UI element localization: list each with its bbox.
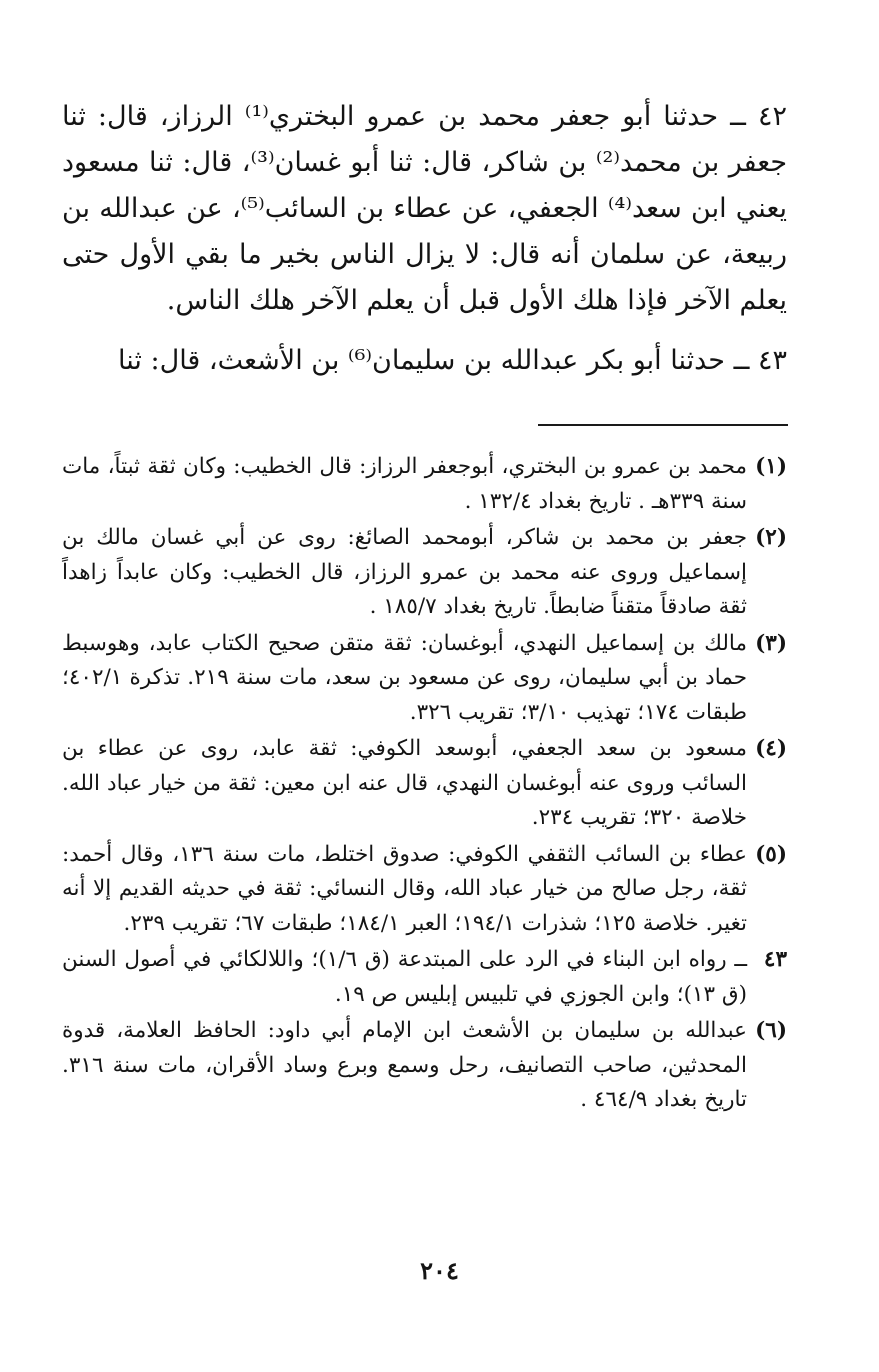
main-text [62, 94, 787, 384]
footnote-5 [62, 838, 787, 942]
footnote-marker: (٥) [755, 841, 787, 867]
footnote-text: مسعود بن سعد الجعفي، أبوسعد الكوفي: ثقة عابد، روى عن عطاء بن السائب وروى عنه أبوغسان النهدي، قال عنه ابن معين: ثقة من خيار عباد الله. خلاصة ٣٢٠؛ تقريب ٢٣٤. [62, 736, 747, 830]
footnote-3 [62, 627, 787, 731]
hadith-paragraph-43: ٤٣ ــ حدثنا أبو بكر عبدالله بن سليمان⁽⁶⁾ بن الأشعث، قال: ثنا [118, 345, 787, 376]
hadith-paragraph-42: ٤٢ ــ حدثنا أبو جعفر محمد بن عمرو البختري⁽¹⁾ الرزاز، قال: ثنا جعفر بن محمد⁽²⁾ بن شاكر، قال: ثنا أبو غسان⁽³⁾، قال: ثنا مسعود يعني ابن سعد⁽⁴⁾ الجعفي، عن عطاء بن السائب⁽⁵⁾، عن عبدالله بن ربيعة، عن سلمان أنه قال: لا يزال الناس بخير ما بقي الأول حتى يعلم الآخر فإذا هلك الأول قبل أن يعلم الآخر هلك الناس. [62, 101, 788, 316]
footnote-hadith-43-takhrij [62, 943, 787, 1012]
footnote-separator [538, 424, 788, 426]
footnote-4 [62, 732, 787, 836]
footnote-marker: (١) [755, 454, 787, 479]
footnote-marker: (٣) [755, 630, 787, 656]
footnote-text: ــ رواه ابن البناء في الرد على المبتدعة (ق ١/٦)؛ واللالكائي في أصول السنن (ق ١٣)؛ وابن الجوزي في تلبيس إبليس ص ١٩. [62, 947, 747, 1007]
footnote-marker: (٦) [755, 1018, 787, 1043]
footnote-text: جعفر بن محمد بن شاكر، أبومحمد الصائغ: روى عن أبي غسان مالك بن إسماعيل وروى عنه محمد بن عمرو الرزاز، قال الخطيب: وكان عابداً زاهداً ثقة صادقاً متقناً ضابطاً. تاريخ بغداد ١٨٥/٧ . [62, 525, 747, 619]
footnote-text: مالك بن إسماعيل النهدي، أبوغسان: ثقة متقن صحيح الكتاب عابد، وهوسبط حماد بن أبي سليمان، روى عن مسعود بن سعد، مات سنة ٢١٩. تذكرة ٤٠٢/١؛ طبقات ١٧٤؛ تهذيب ٣/١٠؛ تقريب ٣٢٦. [62, 630, 747, 725]
footnote-marker: (٤) [755, 736, 787, 761]
footnote-text: عطاء بن السائب الثقفي الكوفي: صدوق اختلط، مات سنة ١٣٦، وقال أحمد: ثقة، رجل صالح من خيار عباد الله، وقال النسائي: ثقة في حديثه القديم إلا أنه تغير. خلاصة ١٢٥؛ شذرات ١٩٤/١؛ العبر ١٨٤/١؛ طبقات ٦٧؛ تقريب ٢٣٩. [62, 841, 747, 936]
footnotes [62, 450, 787, 1120]
footnote-marker: ٤٣ [763, 947, 787, 972]
footnote-text: محمد بن عمرو بن البختري، أبوجعفر الرزاز: قال الخطيب: وكان ثقة ثبتاً، مات سنة ٣٣٩هـ . تاريخ بغداد ١٣٢/٤ . [62, 454, 747, 514]
page-number: ٢٠٤ [420, 1256, 459, 1285]
footnote-text: عبدالله بن سليمان بن الأشعث ابن الإمام أبي داود: الحافظ العلامة، قدوة المحدثين، صاحب التصانيف، رحل وسمع وبرع وساد الأقران، مات سنة ٣١٦. تاريخ بغداد ٤٦٤/٩ . [62, 1018, 747, 1112]
footnote-6 [62, 1014, 787, 1118]
footnote-1 [62, 450, 787, 519]
footnote-2 [62, 521, 787, 625]
footnote-marker: (٢) [755, 525, 787, 550]
